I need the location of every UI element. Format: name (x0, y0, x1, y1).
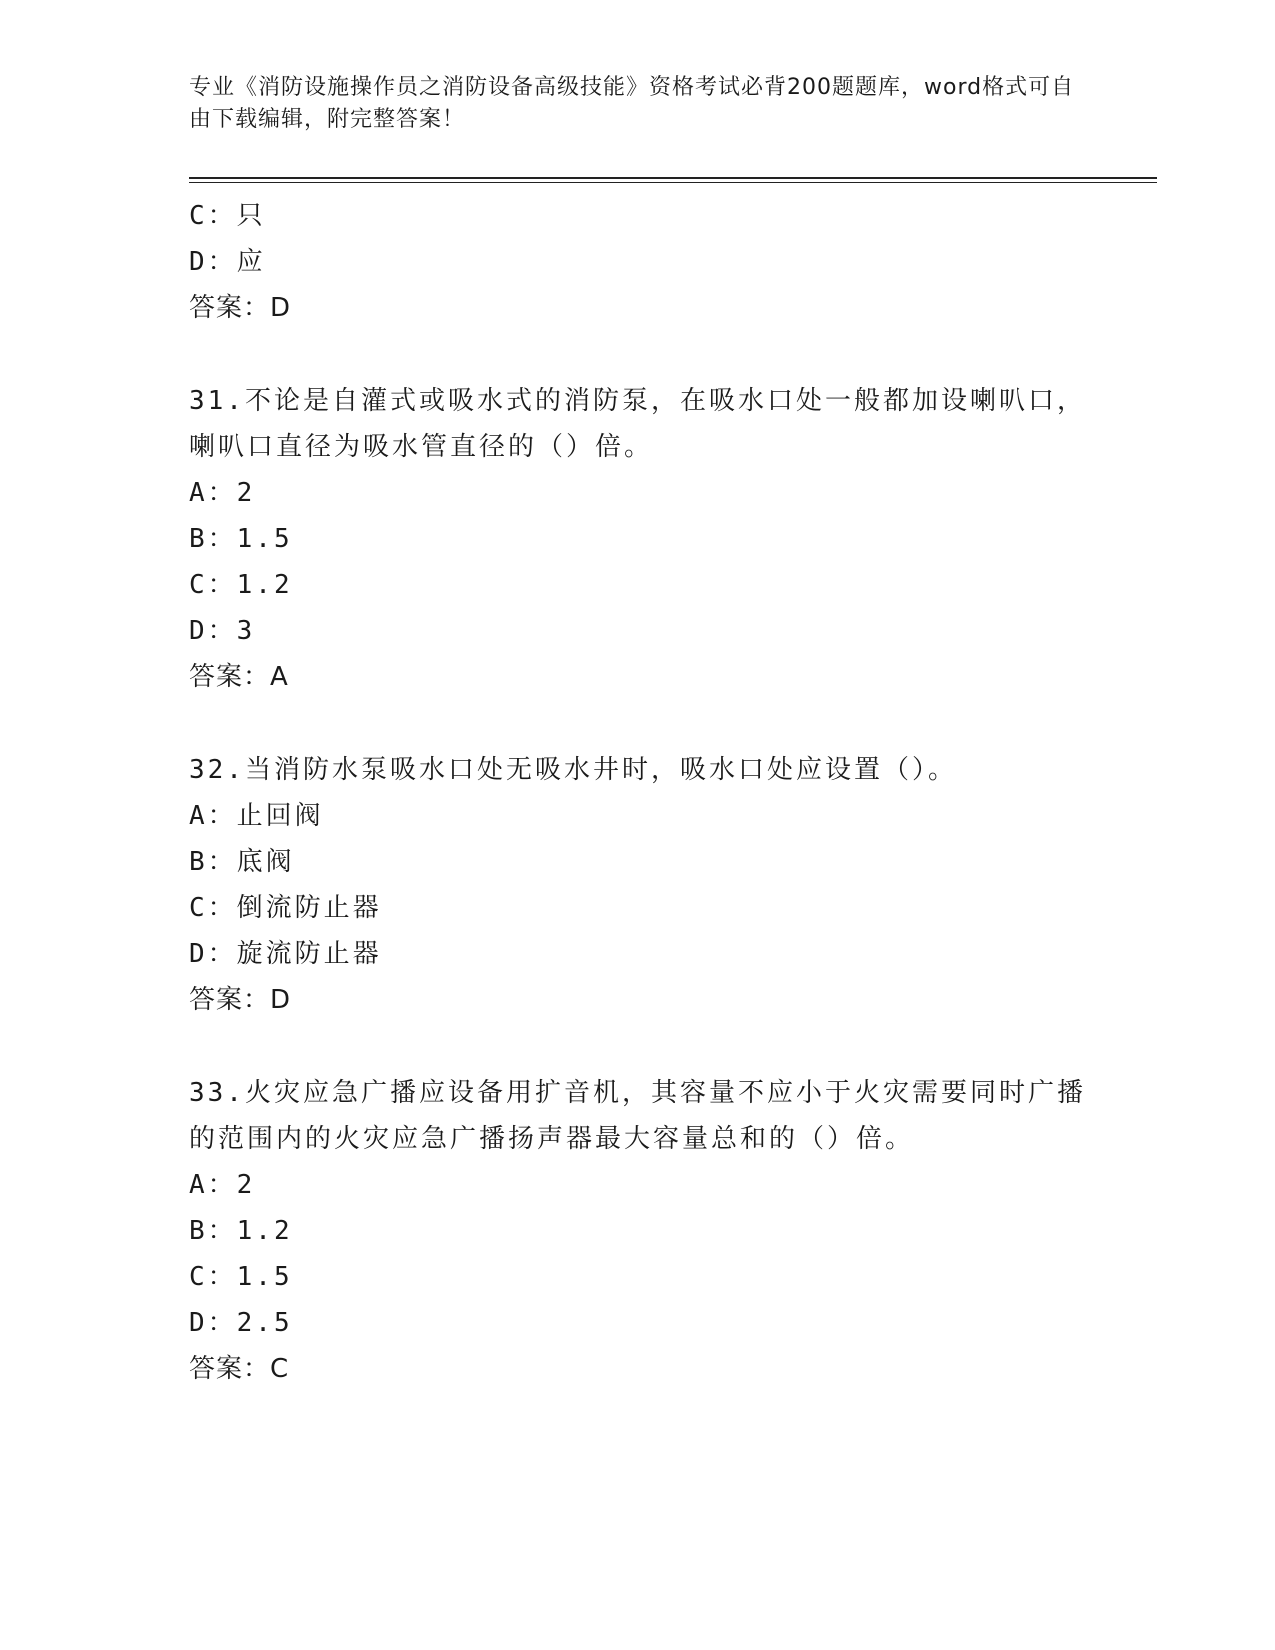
header-rule-thin (189, 182, 1157, 183)
question-stem-31: 31.不论是自灌式或吸水式的消防泵，在吸水口处一般都加设喇叭口，喇叭口直径为吸水管直径的（）倍。 (189, 386, 1086, 462)
answer-line: 答案：D (189, 293, 292, 323)
option-d: D：应 (189, 247, 266, 277)
question-stem-33: 33.火灾应急广播应设备用扩音机，其容量不应小于火灾需要同时广播的范围内的火灾应急广播扬声器最大容量总和的（）倍。 (189, 1078, 1086, 1154)
option-c: C：1.2 (189, 570, 293, 600)
answer-line: 答案：A (189, 662, 289, 692)
option-a: A：止回阀 (189, 801, 324, 831)
document-header: 专业《消防设施操作员之消防设备高级技能》资格考试必背200题题库，word格式可自由下载编辑，附完整答案！ (189, 75, 1075, 132)
question-stem-32: 32.当消防水泵吸水口处无吸水井时，吸水口处应设置（）。 (189, 755, 957, 785)
answer-line: 答案：D (189, 985, 292, 1015)
option-c: C：1.5 (189, 1262, 293, 1292)
answer-line: 答案：C (189, 1354, 290, 1384)
question-content (189, 193, 1089, 1392)
option-d: D：3 (189, 616, 256, 646)
option-d: D：2.5 (189, 1308, 293, 1338)
option-a: A：2 (189, 1170, 256, 1200)
option-b: B：底阀 (189, 847, 295, 877)
option-a: A：2 (189, 478, 256, 508)
option-b: B：1.2 (189, 1216, 293, 1246)
option-c: C：只 (189, 201, 266, 231)
option-d: D：旋流防止器 (189, 939, 382, 969)
option-c: C：倒流防止器 (189, 893, 382, 923)
option-b: B：1.5 (189, 524, 293, 554)
header-rule-thick (189, 177, 1157, 179)
